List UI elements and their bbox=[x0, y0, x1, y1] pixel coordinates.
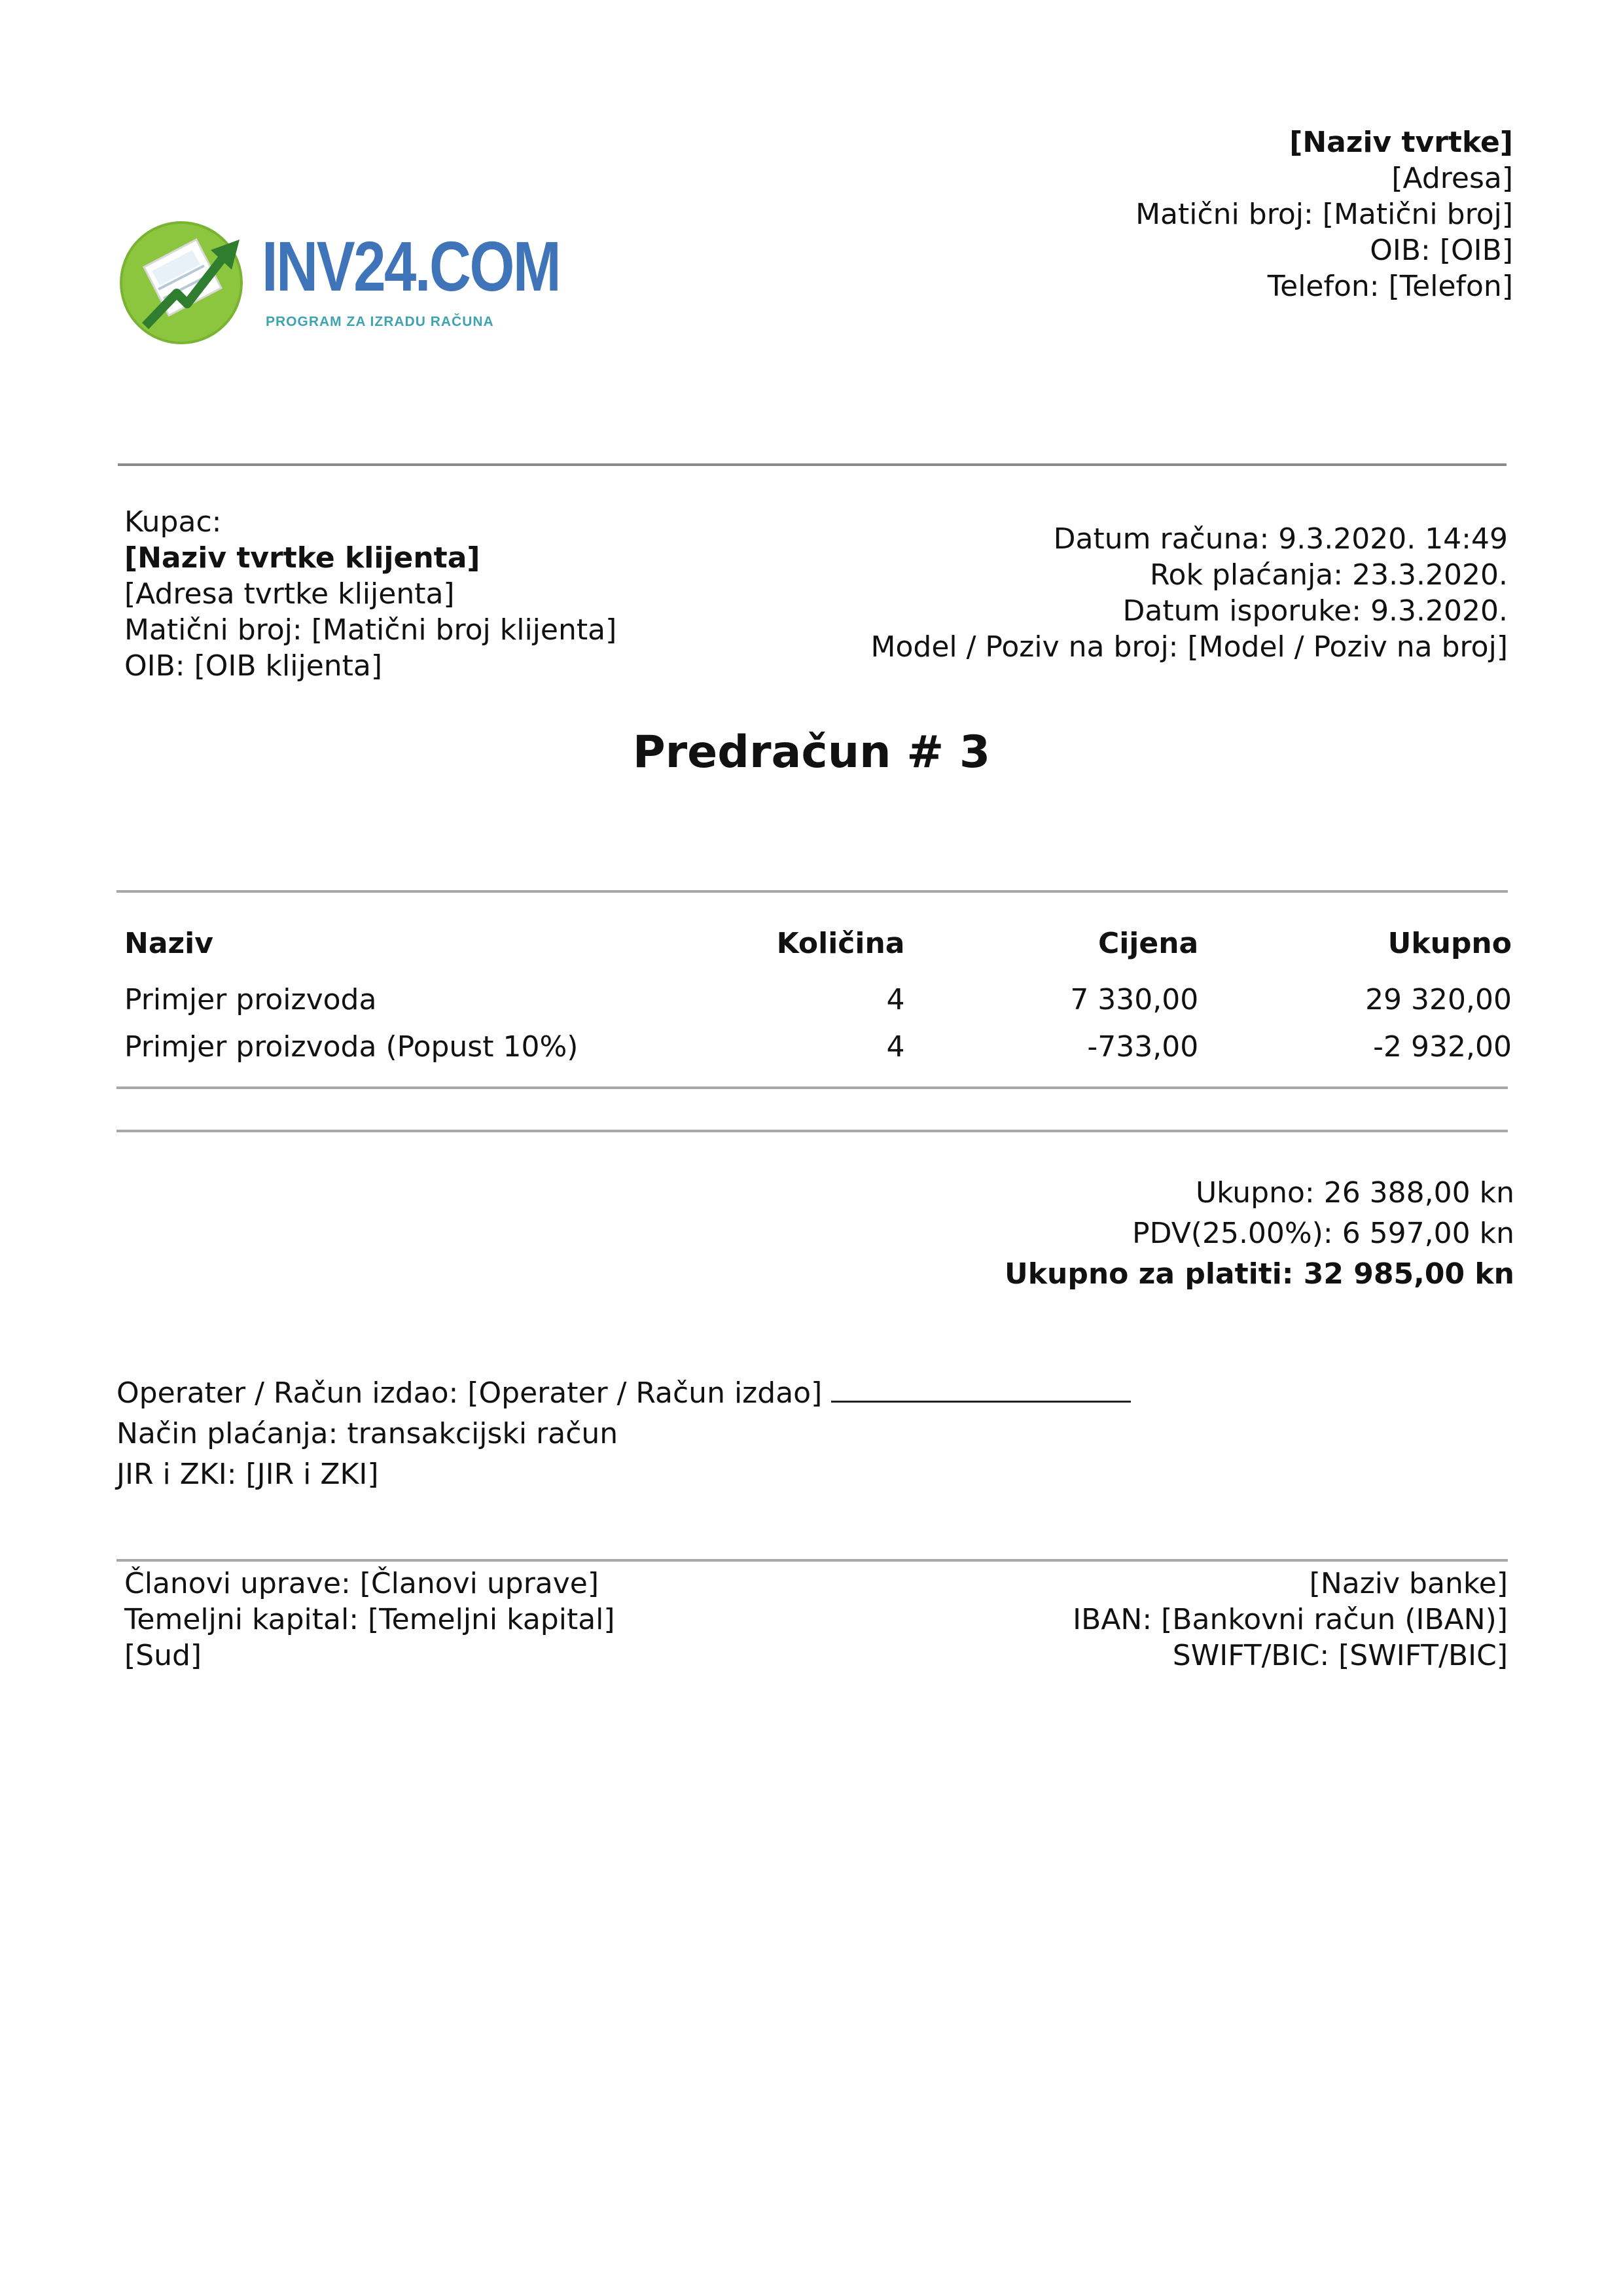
invoice-dates bbox=[722, 521, 1508, 665]
company-registration: Matični broj: [Matični broj] bbox=[1135, 198, 1513, 231]
footer-divider bbox=[116, 1559, 1508, 1562]
table-row bbox=[124, 1024, 1512, 1071]
footer-company-legal bbox=[124, 1566, 844, 1674]
company-address: [Adresa] bbox=[1391, 162, 1513, 195]
delivery-date: Datum isporuke: 9.3.2020. bbox=[1122, 594, 1508, 628]
invoice-date: Datum računa: 9.3.2020. 14:49 bbox=[1053, 522, 1508, 556]
operator: Operater / Račun izdao: [Operater / Račun izdao] bbox=[116, 1376, 823, 1410]
item-quantity: 4 bbox=[886, 983, 905, 1016]
iban: IBAN: [Bankovni račun (IBAN)] bbox=[1073, 1603, 1508, 1636]
jir-zki: JIR i ZKI: [JIR i ZKI] bbox=[116, 1458, 379, 1491]
client-oib: OIB: [OIB klijenta] bbox=[124, 649, 383, 683]
board-members: Članovi uprave: [Članovi uprave] bbox=[124, 1567, 599, 1600]
item-price: 7 330,00 bbox=[1070, 983, 1199, 1016]
invoice-arrow-icon bbox=[119, 216, 250, 347]
court-register: [Sud] bbox=[124, 1639, 202, 1672]
company-info bbox=[859, 124, 1513, 304]
swift-bic: SWIFT/BIC: [SWIFT/BIC] bbox=[1172, 1639, 1508, 1672]
payment-reference: Model / Poziv na broj: [Model / Poziv na broj] bbox=[870, 630, 1508, 664]
signature-line bbox=[831, 1381, 1131, 1403]
items-bottom-divider bbox=[116, 1086, 1508, 1089]
operator-line bbox=[116, 1373, 1229, 1414]
items-top-divider bbox=[116, 890, 1508, 893]
company-oib: OIB: [OIB] bbox=[1370, 234, 1513, 267]
item-name: Primjer proizvoda (Popust 10%) bbox=[124, 1030, 579, 1064]
totals-top-divider bbox=[116, 1130, 1508, 1132]
share-capital: Temeljni kapital: [Temeljni kapital] bbox=[124, 1603, 615, 1636]
items-table bbox=[124, 924, 1512, 1071]
payment-method: Način plaćanja: transakcijski račun bbox=[116, 1417, 618, 1450]
header-quantity: Količina bbox=[776, 927, 905, 960]
totals-block bbox=[729, 1173, 1514, 1295]
grand-total: Ukupno za platiti: 32 985,00 kn bbox=[1005, 1257, 1514, 1291]
header-price: Cijena bbox=[1097, 927, 1199, 960]
item-price: -733,00 bbox=[1087, 1030, 1199, 1064]
company-logo bbox=[119, 216, 560, 347]
client-info bbox=[124, 504, 779, 684]
client-label: Kupac: bbox=[124, 505, 222, 539]
header-divider bbox=[118, 463, 1507, 466]
logo-brand-text: INV24.COM bbox=[262, 226, 560, 306]
bank-name: [Naziv banke] bbox=[1309, 1567, 1508, 1600]
company-name: [Naziv tvrtke] bbox=[1289, 126, 1513, 159]
client-name: [Naziv tvrtke klijenta] bbox=[124, 541, 480, 575]
document-title: Predračun # 3 bbox=[632, 726, 991, 778]
company-phone: Telefon: [Telefon] bbox=[1267, 270, 1513, 303]
item-total: 29 320,00 bbox=[1365, 983, 1512, 1016]
header-total: Ukupno bbox=[1387, 927, 1512, 960]
due-date: Rok plaćanja: 23.3.2020. bbox=[1149, 558, 1508, 592]
table-row bbox=[124, 977, 1512, 1024]
item-quantity: 4 bbox=[886, 1030, 905, 1064]
item-name: Primjer proizvoda bbox=[124, 983, 377, 1016]
header-name: Naziv bbox=[124, 927, 213, 960]
issuer-info bbox=[116, 1373, 1229, 1495]
vat-amount: PDV(25.00%): 6 597,00 kn bbox=[1132, 1217, 1514, 1250]
client-address: [Adresa tvrtke klijenta] bbox=[124, 577, 455, 611]
item-total: -2 932,00 bbox=[1373, 1030, 1512, 1064]
items-header-row bbox=[124, 924, 1512, 977]
client-registration: Matični broj: [Matični broj klijenta] bbox=[124, 613, 617, 647]
subtotal: Ukupno: 26 388,00 kn bbox=[1195, 1176, 1514, 1210]
logo-tagline: PROGRAM ZA IZRADU RAČUNA bbox=[266, 314, 494, 329]
footer-bank-info bbox=[788, 1566, 1508, 1674]
